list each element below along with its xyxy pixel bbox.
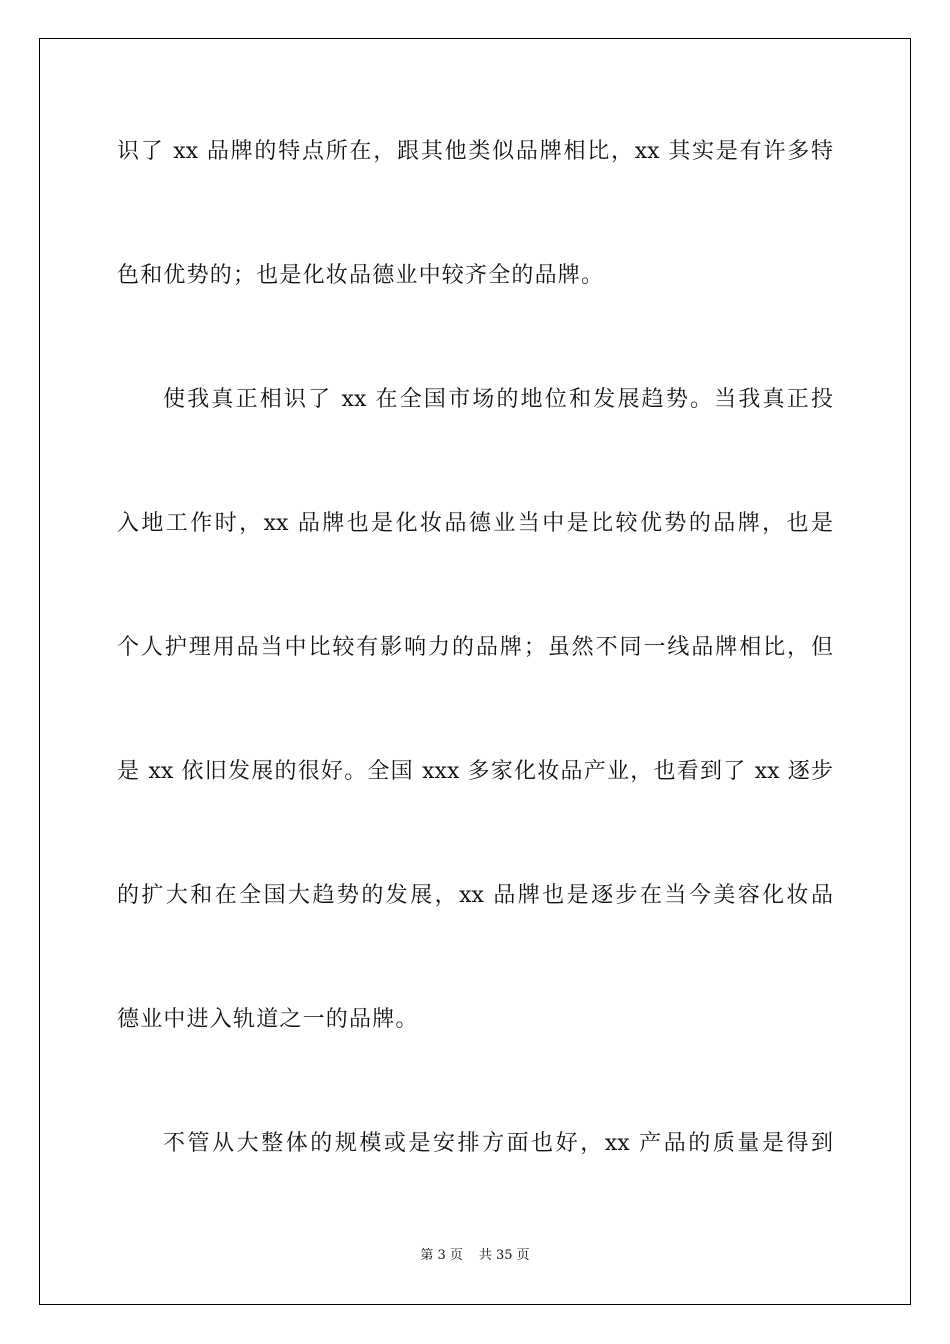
- paragraph-line: 是 xx 依旧发展的很好。全国 xxx 多家化妆品产业，也看到了 xx 逐步: [117, 759, 833, 784]
- paragraph-line: 的扩大和在全国大趋势的发展，xx 品牌也是逐步在当今美容化妆品: [117, 883, 833, 908]
- paragraph-line: 个人护理用品当中比较有影响力的品牌；虽然不同一线品牌相比，但: [117, 635, 833, 660]
- paragraph-line: 识了 xx 品牌的特点所在，跟其他类似品牌相比，xx 其实是有许多特: [117, 139, 833, 164]
- page-footer: [0, 1246, 950, 1266]
- paragraph-line: 不管从大整体的规模或是安排方面也好，xx 产品的质量是得到: [163, 1131, 833, 1156]
- page-number: 第 3 页: [420, 1248, 463, 1263]
- paragraph-line: 入地工作时，xx 品牌也是化妆品德业当中是比较优势的品牌，也是: [117, 511, 833, 536]
- paragraph-line: 德业中进入轨道之一的品牌。: [117, 1007, 419, 1032]
- paragraph-line: 色和优势的；也是化妆品德业中较齐全的品牌。: [117, 263, 605, 288]
- paragraph-line: 使我真正相识了 xx 在全国市场的地位和发展趋势。当我真正投: [163, 387, 833, 412]
- page-total: 共 35 页: [478, 1248, 530, 1263]
- page-border: [39, 38, 911, 1305]
